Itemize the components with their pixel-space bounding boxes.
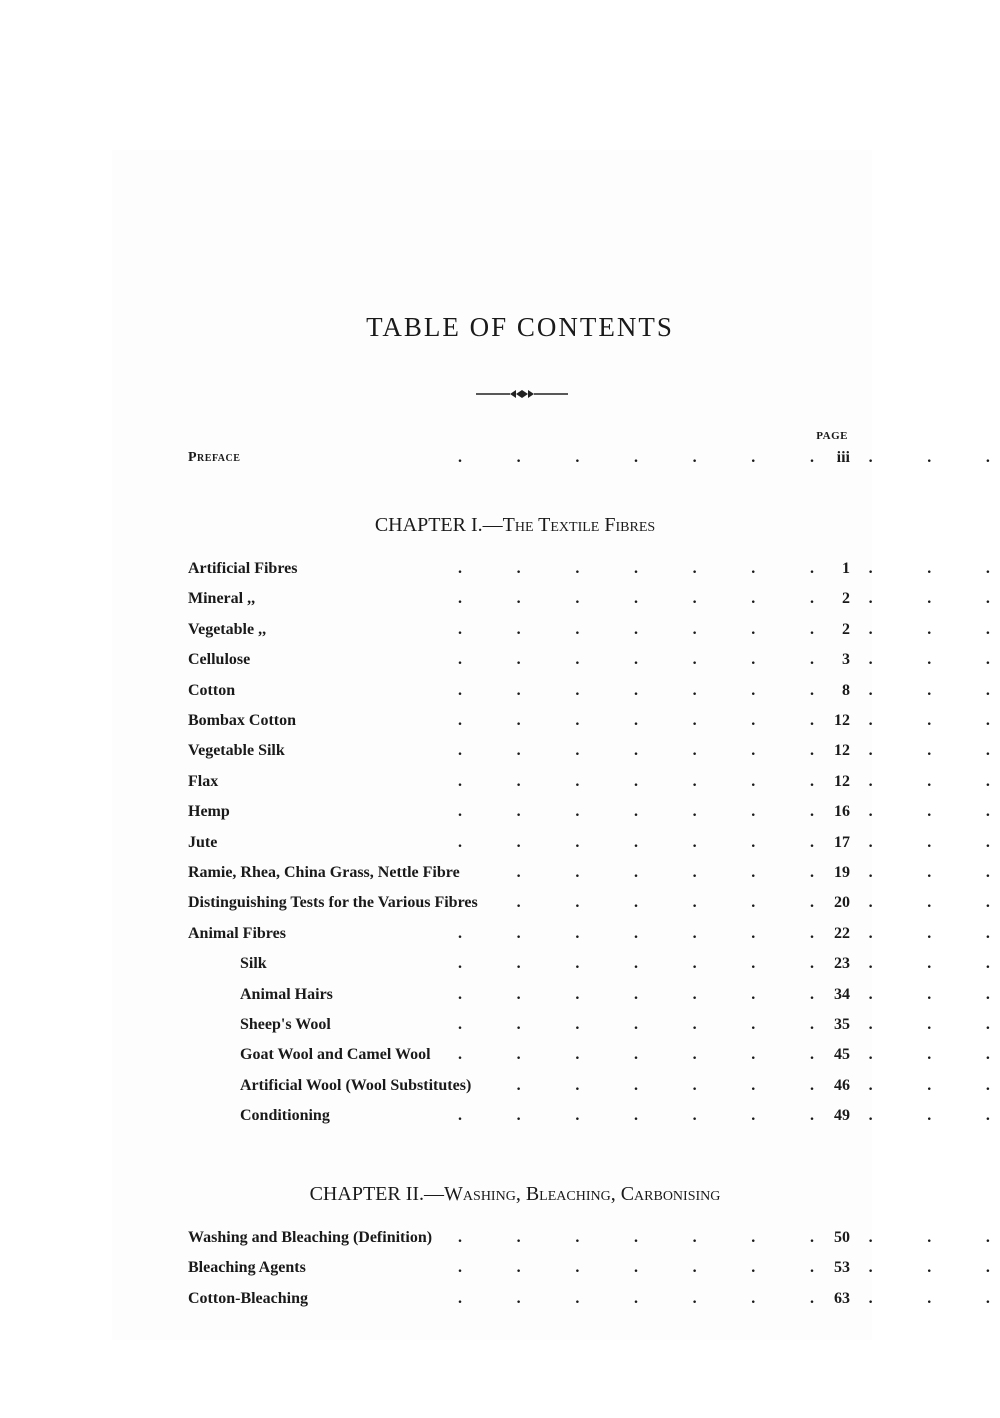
toc-entry-label: Sheep's Wool — [240, 1016, 331, 1033]
dot-leader: . . . . . . . . . . — [458, 1046, 990, 1064]
toc-entry[interactable] — [188, 1043, 990, 1067]
toc-entry-label: Cotton — [188, 681, 236, 699]
toc-entry-page: 35 — [834, 1016, 850, 1033]
dot-leader: . . . . . . . . . . — [458, 1107, 990, 1125]
toc-entry[interactable] — [188, 770, 990, 794]
toc-entry-label: Bombax Cotton — [188, 712, 297, 729]
toc-entry-page: 17 — [834, 833, 850, 851]
toc-entry-label: Bleaching Agents — [188, 1259, 306, 1277]
toc-entry[interactable] — [188, 1287, 990, 1311]
toc-entry[interactable] — [188, 1013, 990, 1037]
dot-leader: . . . . . . . . . . — [458, 560, 990, 577]
toc-entry-page: 12 — [834, 712, 850, 729]
toc-entry-label: Distinguishing Tests for the Various Fibres — [188, 894, 478, 912]
toc-entry[interactable] — [188, 800, 990, 824]
toc-entry[interactable] — [188, 618, 990, 642]
dot-leader: . . . . . . . . . . — [458, 833, 990, 851]
toc-entry[interactable] — [188, 952, 990, 976]
toc-entry-label: Hemp — [188, 803, 230, 821]
toc-entry[interactable] — [188, 679, 990, 703]
toc-entry-page: 34 — [834, 985, 850, 1003]
dot-leader: . . . . . . . . . . — [458, 772, 990, 790]
page-column-label: PAGE — [816, 430, 848, 442]
dot-leader: . . . . . . . . . . — [458, 985, 990, 1003]
chapter-heading-2 — [0, 1183, 1000, 1206]
toc-entry-label: Cellulose — [188, 651, 251, 669]
toc-entry-label: Silk — [240, 955, 267, 973]
toc-entry-page: 12 — [834, 742, 850, 760]
dot-leader: . . . . . . . . . — [516, 894, 990, 912]
toc-entry[interactable] — [188, 587, 990, 611]
toc-entry-page: 12 — [834, 772, 850, 790]
toc-entry-page: 53 — [834, 1259, 850, 1277]
toc-entry[interactable] — [188, 1256, 990, 1280]
chapter-number: CHAPTER I.— — [374, 514, 503, 536]
toc-entry-page: 63 — [834, 1289, 850, 1307]
toc-entry[interactable] — [188, 648, 990, 672]
dot-leader: . . . . . . . . . . — [458, 1259, 990, 1277]
toc-entry[interactable] — [188, 922, 990, 946]
dot-leader: . . . . . . . . . . — [458, 620, 990, 638]
toc-entry[interactable] — [188, 1104, 990, 1128]
chapter-title: The Textile Fibres — [502, 514, 656, 536]
toc-entry[interactable] — [188, 831, 990, 855]
dot-leader: . . . . . . . . . — [516, 1076, 990, 1094]
toc-entry-label: Cotton-Bleaching — [188, 1289, 308, 1307]
toc-entry-page: 49 — [834, 1107, 850, 1125]
toc-entry-page: 22 — [834, 924, 850, 942]
toc-entry[interactable] — [188, 709, 990, 733]
chapter-title: Washing, Bleaching, Carbonising — [444, 1183, 721, 1205]
page-title: TABLE OF CONTENTS — [366, 312, 674, 342]
toc-entry[interactable] — [188, 1074, 990, 1098]
dot-leader: . . . . . . . . . . — [458, 924, 990, 942]
toc-entry[interactable] — [188, 983, 990, 1007]
chapter-number: CHAPTER II.— — [309, 1183, 445, 1205]
dot-leader: . . . . . . . . . . — [458, 590, 990, 608]
toc-entry[interactable] — [188, 861, 990, 885]
toc-entry-label: Artificial Fibres — [188, 560, 298, 577]
dot-leader: . . . . . . . . . . — [458, 1016, 990, 1033]
toc-entry-label: Animal Hairs — [240, 985, 333, 1003]
dot-leader: . . . . . . . . . . — [458, 1289, 990, 1307]
toc-entry-page: 20 — [834, 894, 850, 912]
toc-entry[interactable] — [188, 891, 990, 915]
toc-entry-label: Goat Wool and Camel Wool — [240, 1046, 431, 1064]
toc-entry-label: Mineral ,, — [188, 590, 256, 608]
toc-entry-page: 46 — [834, 1076, 850, 1094]
toc-entry-label: Ramie, Rhea, China Grass, Nettle Fibre — [188, 864, 460, 881]
toc-entry-page: 50 — [834, 1229, 850, 1246]
ornament-divider-icon — [476, 384, 568, 404]
toc-entry-label: Vegetable Silk — [188, 742, 285, 760]
toc-entry-label: Vegetable ,, — [188, 620, 267, 638]
dot-leader: . . . . . . . . . — [516, 864, 990, 881]
toc-entry-page: 16 — [834, 803, 850, 821]
toc-entry-page: 19 — [834, 864, 850, 881]
toc-entry-label: Washing and Bleaching (Definition) — [188, 1229, 433, 1246]
toc-entry-preface[interactable] — [188, 446, 990, 470]
toc-entry-page: 45 — [834, 1046, 850, 1064]
toc-entry[interactable] — [188, 1226, 990, 1250]
dot-leader: . . . . . . . . . . — [458, 1229, 990, 1246]
chapter-heading-1 — [0, 514, 1000, 537]
toc-entry-label: Artificial Wool (Wool Substitutes) — [240, 1076, 472, 1094]
toc-entry-label: Animal Fibres — [188, 924, 286, 942]
dot-leader: . . . . . . . . . . — [458, 742, 990, 760]
dot-leader: . . . . . . . . . . — [458, 651, 990, 669]
toc-entry-page: 3 — [842, 651, 850, 669]
dot-leader: . . . . . . . . . . — [458, 449, 990, 466]
toc-entry-label: Jute — [188, 833, 218, 851]
toc-entry-page: 23 — [834, 955, 850, 973]
toc-entry[interactable] — [188, 739, 990, 763]
dot-leader: . . . . . . . . . . — [458, 803, 990, 821]
toc-entry-label: Preface — [188, 450, 241, 465]
toc-entry-page: 2 — [842, 620, 850, 638]
toc-entry-label: Flax — [188, 772, 219, 790]
dot-leader: . . . . . . . . . . — [458, 681, 990, 699]
dot-leader: . . . . . . . . . . — [458, 955, 990, 973]
toc-entry-label: Conditioning — [240, 1107, 330, 1125]
toc-entry-page: 1 — [842, 560, 850, 577]
toc-entry-page: 2 — [842, 590, 850, 608]
toc-entry[interactable] — [188, 557, 990, 581]
dot-leader: . . . . . . . . . . — [458, 712, 990, 729]
toc-entry-page: 8 — [842, 681, 850, 699]
toc-entry-page: iii — [836, 449, 850, 466]
